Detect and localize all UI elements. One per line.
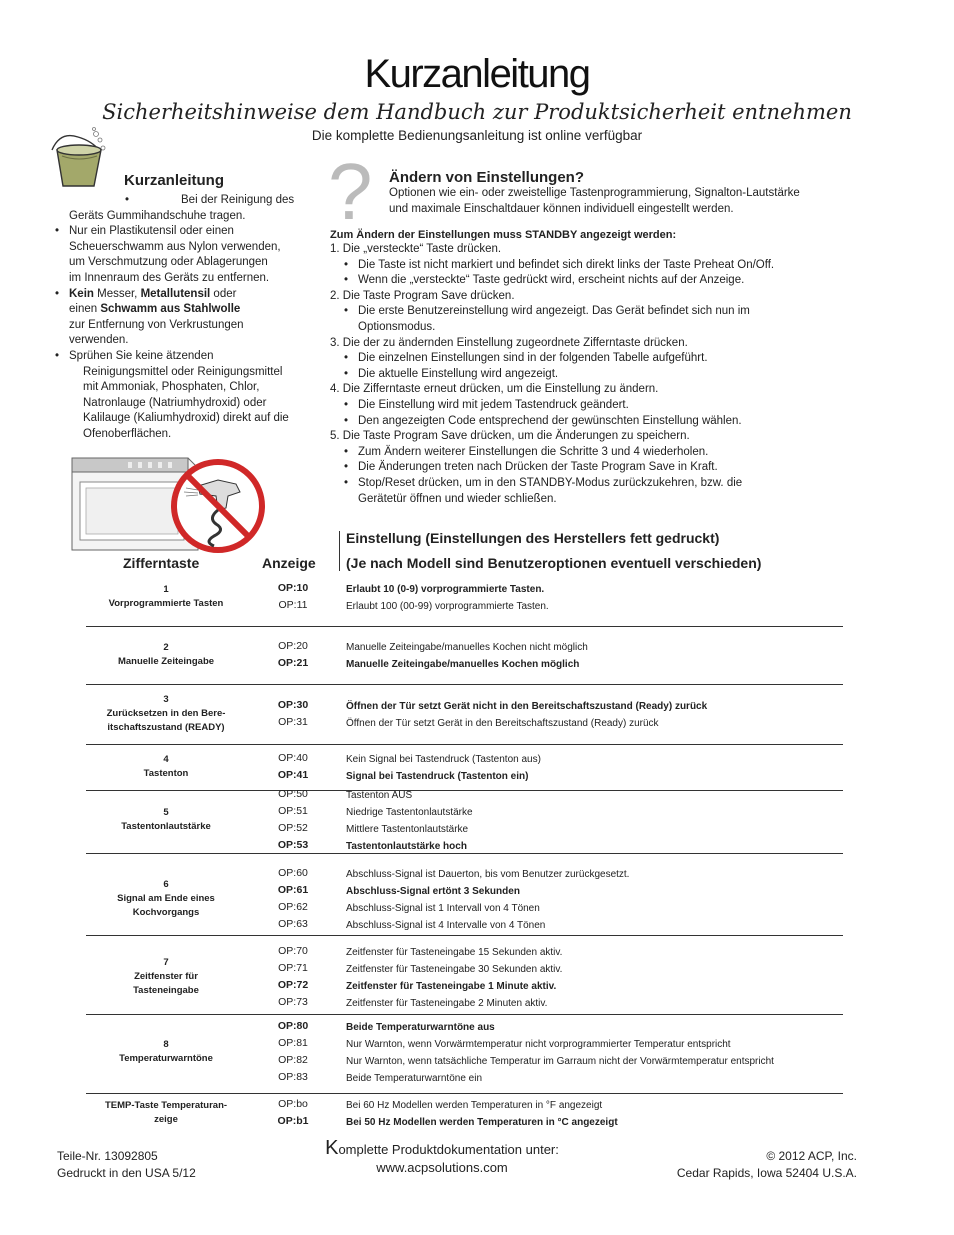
footer-right xyxy=(620,1148,857,1182)
table-row-divider xyxy=(86,1093,843,1094)
address: Cedar Rapids, Iowa 52404 U.S.A. xyxy=(676,1166,857,1180)
table-description: Tastentonlautstärke hoch xyxy=(346,841,467,852)
table-row-number: 7 xyxy=(163,957,169,968)
table-row-key-label xyxy=(86,641,246,669)
table-description: Zeitfenster für Tasteneingabe 2 Minuten aktiv. xyxy=(346,998,548,1009)
table-description: Erlaubt 100 (00-99) vorprogrammierte Tasten. xyxy=(346,601,549,612)
table-description: Öffnen der Tür setzt Gerät in den Bereitschaftszustand (Ready) zurück xyxy=(346,718,659,729)
step-4: 4. Die Zifferntaste erneut drücken, um die Einstellung zu ändern. xyxy=(330,383,659,396)
table-description: Kein Signal bei Tastendruck (Tastenton aus) xyxy=(346,754,541,765)
table-header-divider xyxy=(339,531,341,571)
table-code: OP:70 xyxy=(278,945,308,957)
table-row-number: 6 xyxy=(163,879,169,890)
table-description: Abschluss-Signal ist 1 Intervall von 4 Tönen xyxy=(346,903,540,914)
table-code: OP:52 xyxy=(278,822,308,834)
settings-steps: 1. Die „versteckte“ Taste drücken. • Die Taste ist nicht markiert und befindet sich direkt links der Taste Preheat On/Off. • Wenn die „versteckte“ Taste gedrückt wird, erscheint nichts auf der Anzeige. 2. Die Taste Program Save drücken. • Die erste Benutzereinstellung wird angezeigt. Das Gerät befindet sich nun im Optionsmodus. 3. Die der zu ändernden Einstellung zugeordnete Zifferntaste drücken. • Die einzelnen Einstellungen sind in der folgenden Tabelle aufgeführt. • Die aktuelle Einstellung wird angezeigt. 4. Die Zifferntaste erneut drücken, um die Einstellung zu ändern. • Die Einstellung wird mit jedem Tastendruck geändert. • Den angezeigten Code entsprechend der gewünschten Einstellung wählen. 5. Die Taste Program Save drücken, um die Änderungen zu speichern. • Zum Ändern weiterer Einstellungen die Schritte 3 und 4 wiederholen. • Die Änderungen treten nach Drücken der Taste Program Save in Kraft. • Stop/Reset drücken, um in den STANDBY-Modus zurückzukehren, bzw. die Gerätetür öffnen und wieder schließen. xyxy=(330,242,850,507)
oven-no-spray-illustration xyxy=(68,450,268,560)
footer-left xyxy=(57,1148,196,1182)
standby-note: Zum Ändern der Einstellungen muss STANDBY angezeigt werden: xyxy=(330,229,677,241)
table-code: OP:41 xyxy=(277,769,309,781)
table-row-name: Vorprogrammierte Tasten xyxy=(108,598,224,609)
step-1: 1. Die „versteckte“ Taste drücken. xyxy=(330,243,502,255)
bullet-gloves-line1: • Bei der Reinigung des xyxy=(125,194,295,206)
table-description: Bei 60 Hz Modellen werden Temperaturen in °F angezeigt xyxy=(346,1100,603,1111)
table-code: OP:31 xyxy=(278,716,308,728)
table-description: Abschluss-Signal ist 4 Intervalle von 4 Tönen xyxy=(346,920,546,931)
table-description: Mittlere Tastentonlautstärke xyxy=(346,824,469,835)
table-code: OP:73 xyxy=(278,996,308,1008)
table-row-name: Manuelle Zeiteingabe xyxy=(117,656,215,667)
cleaning-instructions xyxy=(55,193,315,443)
table-description: Manuelle Zeiteingabe/manuelles Kochen nicht möglich xyxy=(346,642,588,653)
table-row-name: Zurücksetzen in den Bere- xyxy=(106,708,226,719)
table-code: OP:20 xyxy=(278,640,308,652)
table-row-divider xyxy=(86,853,843,854)
table-code: OP:81 xyxy=(278,1037,308,1049)
table-description: Abschluss-Signal ist Dauerton, bis vom Benutzer zurückgesetzt. xyxy=(346,869,630,880)
col-header-display: Anzeige xyxy=(262,555,316,571)
table-row-divider xyxy=(86,744,843,745)
table-description: Zeitfenster für Tasteneingabe 1 Minute aktiv. xyxy=(346,981,557,992)
table-code: OP:80 xyxy=(277,1020,309,1032)
table-code: OP:50 xyxy=(278,788,308,800)
table-code: OP:62 xyxy=(278,901,308,913)
table-row-number: 5 xyxy=(163,807,169,818)
table-row-name: Zeitfenster für xyxy=(134,971,198,982)
page-subtitle: Sicherheitshinweise dem Handbuch zur Produktsicherheit entnehmen xyxy=(102,100,852,124)
table-row-name: zeige xyxy=(154,1114,178,1125)
table-row-key-label xyxy=(86,693,246,735)
table-code: OP:82 xyxy=(278,1054,308,1066)
table-row-key-label xyxy=(86,1099,246,1127)
table-description: Nur Warnton, wenn Vorwärmtemperatur nicht vorprogrammierter Temperatur entspricht xyxy=(346,1039,731,1050)
bucket-icon xyxy=(48,126,110,190)
table-code: OP:61 xyxy=(277,884,309,896)
part-number: Teile-Nr. 13092805 xyxy=(57,1149,158,1163)
table-row-key-label xyxy=(86,878,246,920)
table-description: Öffnen der Tür setzt Gerät nicht in den Bereitschaftszustand (Ready) zurück xyxy=(346,701,708,712)
table-description: Beide Temperaturwarntöne ein xyxy=(346,1073,483,1084)
table-row-key-label xyxy=(86,583,246,611)
table-row-name: Kochvorgangs xyxy=(132,907,200,918)
settings-intro: Optionen wie ein- oder zweistellige Tastenprogrammierung, Signalton-Lautstärke und maximale Einschaltdauer können individuell eingestellt werden. xyxy=(389,187,800,215)
table-row-number: 8 xyxy=(163,1039,169,1050)
printed-note: Gedruckt in den USA 5/12 xyxy=(57,1166,196,1180)
table-row-number: 1 xyxy=(163,584,169,595)
bullet-plastic: • Nur ein Plastikutensil oder einen Scheuerschwamm aus Nylon verwenden, um Verschmutzung oder Ablagerungen im Innenraum des Geräts zu entfernen. xyxy=(55,224,315,286)
footer-center: Komplette Produktdokumentation unter: www.acpsolutions.com xyxy=(312,1139,572,1177)
table-code: OP:21 xyxy=(277,657,309,669)
table-description: Niedrige Tastentonlautstärke xyxy=(346,807,473,818)
page-title: Kurzanleitung xyxy=(364,52,590,96)
table-code: OP:83 xyxy=(278,1071,308,1083)
table-code: OP:63 xyxy=(278,918,308,930)
table-row-number: 4 xyxy=(163,754,169,765)
table-row-divider xyxy=(86,935,843,936)
table-row-name: Temperaturwarntöne xyxy=(119,1053,213,1064)
table-description: Manuelle Zeiteingabe/manuelles Kochen möglich xyxy=(346,659,580,670)
table-row-name: TEMP-Taste Temperaturan- xyxy=(104,1100,228,1111)
question-mark-icon: ? xyxy=(328,147,373,236)
left-heading: Kurzanleitung xyxy=(124,172,224,189)
table-description: Bei 50 Hz Modellen werden Temperaturen in °C angezeigt xyxy=(346,1117,618,1128)
table-description: Signal bei Tastendruck (Tastenton ein) xyxy=(346,771,529,782)
table-row-name: Tastenton xyxy=(143,768,189,779)
table-row-name: Tasteneingabe xyxy=(133,985,199,996)
step-5: 5. Die Taste Program Save drücken, um die Änderungen zu speichern. xyxy=(330,430,690,443)
table-row-divider xyxy=(86,626,843,627)
col-header-key: Zifferntaste xyxy=(123,555,200,571)
table-row-number: 2 xyxy=(163,642,169,653)
table-code: OP:71 xyxy=(278,962,308,974)
table-description: Nur Warnton, wenn tatsächliche Temperatur im Garraum nicht der Vorwärmtemperatur entspricht xyxy=(346,1056,774,1067)
table-code: OP:10 xyxy=(277,582,309,594)
table-code: OP:30 xyxy=(277,699,309,711)
table-row-key-label xyxy=(86,753,246,781)
bullet-no-knife: • Kein Messer, Metallutensil oder einen Schwamm aus Stahlwolle zur Entfernung von Verkrustungen verwenden. xyxy=(55,287,315,349)
table-row-name: itschaftszustand (READY) xyxy=(107,722,225,733)
table-description: Zeitfenster für Tasteneingabe 30 Sekunden aktiv. xyxy=(346,964,563,975)
table-code: OP:53 xyxy=(277,839,309,851)
table-code: OP:60 xyxy=(278,867,308,879)
table-description: Erlaubt 10 (0-9) vorprogrammierte Tasten. xyxy=(346,584,545,595)
table-row-divider xyxy=(86,1014,843,1015)
table-code: OP:40 xyxy=(278,752,308,764)
table-description: Beide Temperaturwarntöne aus xyxy=(346,1022,495,1033)
table-row-name: Tastentonlautstärke xyxy=(121,821,211,832)
step-3: 3. Die der zu ändernden Einstellung zugeordnete Zifferntaste drücken. xyxy=(330,336,688,349)
bullet-no-spray: • Sprühen Sie keine ätzenden Reinigungsmittel oder Reinigungsmittel mit Ammoniak, Phosphaten, Chlor, Natronlauge (Natriumhydroxid) oder Kalilauge (Kaliumhydroxid) direkt auf die Ofenoberflächen. xyxy=(55,349,315,443)
table-row-name: Signal am Ende eines xyxy=(117,893,215,904)
table-heading-2: (Je nach Modell sind Benutzeroptionen eventuell verschieden) xyxy=(346,555,762,571)
table-description: Tastenton AUS xyxy=(346,790,413,801)
step-2: 2. Die Taste Program Save drücken. xyxy=(330,289,515,302)
copyright: © 2012 ACP, Inc. xyxy=(766,1149,857,1163)
table-description: Zeitfenster für Tasteneingabe 15 Sekunden aktiv. xyxy=(346,947,563,958)
online-note: Die komplette Bedienungsanleitung ist online verfügbar xyxy=(311,128,643,143)
table-code: OP:bo xyxy=(278,1098,308,1110)
bullet-gloves-line2: Geräts Gummihandschuhe tragen. xyxy=(69,209,246,222)
table-code: OP:11 xyxy=(278,599,308,611)
settings-heading: Ändern von Einstellungen? xyxy=(389,169,585,186)
table-code: OP:72 xyxy=(277,979,309,991)
table-row-key-label xyxy=(86,1038,246,1066)
table-row-key-label xyxy=(86,806,246,834)
table-row-key-label xyxy=(86,956,246,998)
table-code: OP:b1 xyxy=(277,1115,309,1127)
footer-url: www.acpsolutions.com xyxy=(376,1160,508,1175)
table-code: OP:51 xyxy=(278,805,308,817)
table-row-divider xyxy=(86,684,843,685)
table-description: Abschluss-Signal ertönt 3 Sekunden xyxy=(346,886,520,897)
table-heading-1: Einstellung (Einstellungen des Herstellers fett gedruckt) xyxy=(346,530,720,546)
table-row-number: 3 xyxy=(163,694,169,705)
